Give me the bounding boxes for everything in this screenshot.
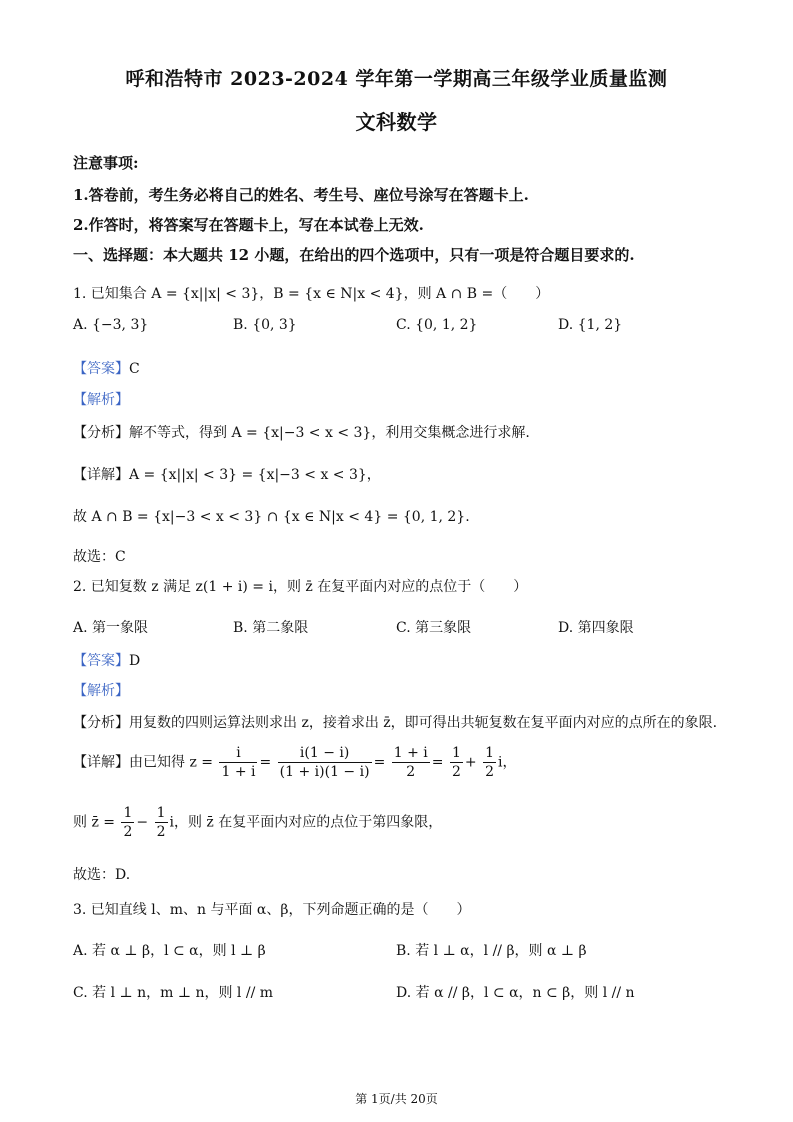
q3-option-d: D. 若 α // β，l ⊂ α，n ⊂ β，则 l // n bbox=[396, 985, 635, 1001]
detail-tag: 【详解】 bbox=[73, 754, 129, 771]
fraction bbox=[450, 744, 463, 781]
q1-option-c: C. {0, 1, 2} bbox=[396, 317, 478, 333]
denominator: 2 bbox=[406, 764, 416, 780]
denominator: 2 bbox=[451, 764, 461, 780]
fenxi-tag: 【分析】 bbox=[73, 715, 129, 731]
q1-option-b: B. {0, 3} bbox=[233, 317, 297, 333]
denominator: 2 bbox=[485, 764, 494, 780]
q2-detail-line: 【详解】由已知得 z = $\frac{i}{1 + i}$ = $\frac{i(1 - i)}{(1 + i)(1 - i)}$ = $\frac{1 + i}{2}$ = $\frac{1}{2}$ + $\frac{1}{2}$ i， bbox=[73, 745, 517, 780]
denominator: 2 bbox=[123, 824, 133, 840]
q2-answer-line bbox=[73, 650, 733, 670]
q1-fenxi-line bbox=[73, 422, 733, 442]
q2-option-a: A. 第一象限 bbox=[73, 620, 149, 636]
q2-detail-suffix: i， bbox=[497, 754, 517, 771]
q2-stem: 2. 已知复数 z 满足 z(1 + i) = i，则 z̄ 在复平面内对应的点位于（ ） bbox=[73, 579, 528, 595]
q2-fenxi-line bbox=[73, 712, 733, 732]
page-number: 第 1页/共 20页 bbox=[355, 1092, 438, 1106]
numerator: 1 bbox=[156, 805, 166, 821]
fraction bbox=[219, 744, 257, 781]
fenxi-tag: 【分析】 bbox=[73, 425, 129, 441]
q2-option-c: C. 第三象限 bbox=[396, 620, 472, 636]
q2-option-d: D. 第四象限 bbox=[558, 620, 634, 636]
notes-item-2: 2.作答时，将答案写在答题卡上，写在本试卷上无效. bbox=[73, 216, 424, 234]
denominator: 2 bbox=[156, 824, 166, 840]
analysis-tag: 【解析】 bbox=[73, 392, 129, 408]
answer-tag: 【答案】 bbox=[73, 361, 129, 377]
q2-answer: D bbox=[129, 653, 141, 669]
answer-tag: 【答案】 bbox=[73, 653, 129, 669]
numerator: 1 bbox=[123, 805, 133, 821]
q2-analysis-line bbox=[73, 680, 733, 700]
exam-subtitle: 文科数学 bbox=[355, 110, 438, 134]
q3-option-c: C. 若 l ⊥ n，m ⊥ n，则 l // m bbox=[73, 985, 274, 1001]
fraction bbox=[155, 804, 168, 841]
analysis-tag: 【解析】 bbox=[73, 683, 129, 699]
q1-choose: 故选：C bbox=[73, 549, 126, 565]
numerator: 1 bbox=[485, 745, 494, 761]
numerator: i(1 − i) bbox=[278, 744, 372, 763]
q1-detail-2: 故 A ∩ B = {x|−3 < x < 3} ∩ {x ∈ N|x < 4} = {0, 1, 2}. bbox=[73, 509, 470, 525]
q2-then-suffix: i，则 z̄ 在复平面内对应的点位于第四象限， bbox=[169, 814, 443, 831]
q1-answer-line bbox=[73, 358, 733, 378]
detail-tag: 【详解】 bbox=[73, 467, 129, 483]
fraction bbox=[483, 744, 496, 781]
fraction bbox=[278, 744, 372, 781]
q2-then-prefix: 则 z̄ = bbox=[73, 814, 116, 831]
exam-title: 呼和浩特市 2023-2024 学年第一学期高三年级学业质量监测 bbox=[125, 68, 668, 90]
numerator: 1 bbox=[451, 745, 461, 761]
q2-choose: 故选：D. bbox=[73, 867, 131, 883]
denominator: (1 + i)(1 − i) bbox=[279, 764, 370, 780]
numerator: i bbox=[219, 744, 257, 763]
q1-answer: C bbox=[129, 361, 140, 377]
notes-item-1: 1.答卷前，考生务必将自己的姓名、考生号、座位号涂写在答题卡上. bbox=[73, 186, 529, 204]
section-heading: 一、选择题：本大题共 12 小题，在给出的四个选项中，只有一项是符合题目要求的. bbox=[73, 246, 635, 264]
fraction bbox=[121, 804, 134, 841]
notes-heading: 注意事项: bbox=[73, 154, 139, 172]
denominator: 1 + i bbox=[221, 764, 256, 780]
q1-fenxi: 解不等式，得到 A = {x|−3 < x < 3}，利用交集概念进行求解. bbox=[129, 425, 530, 441]
fraction bbox=[392, 744, 430, 781]
q1-option-a: A. {−3, 3} bbox=[73, 317, 149, 333]
q1-option-d: D. {1, 2} bbox=[558, 317, 623, 333]
q2-option-b: B. 第二象限 bbox=[233, 620, 309, 636]
q3-option-a: A. 若 α ⊥ β，l ⊂ α，则 l ⊥ β bbox=[73, 943, 266, 959]
numerator: 1 + i bbox=[393, 745, 428, 761]
q2-detail-prefix: 由已知得 z = bbox=[129, 754, 214, 771]
q1-detail-line-1 bbox=[73, 464, 733, 484]
q3-stem: 3. 已知直线 l、m、n 与平面 α、β，下列命题正确的是（ ） bbox=[73, 902, 471, 918]
q1-stem: 1. 已知集合 A = {x||x| < 3}，B = {x ∈ N|x < 4}，则 A ∩ B =（ ） bbox=[73, 286, 550, 302]
q2-then-line: 则 z̄ = $\frac{1}{2}$ − $\frac{1}{2}$ i，则 z̄ 在复平面内对应的点位于第四象限， bbox=[73, 805, 443, 840]
q1-analysis-line bbox=[73, 389, 733, 409]
q1-detail-1: A = {x||x| < 3} = {x|−3 < x < 3}， bbox=[129, 467, 381, 483]
q3-option-b: B. 若 l ⊥ α，l // β，则 α ⊥ β bbox=[396, 943, 587, 959]
q2-fenxi: 用复数的四则运算法则求出 z，接着求出 z̄，即可得出共轭复数在复平面内对应的点所在的象限. bbox=[129, 715, 718, 731]
